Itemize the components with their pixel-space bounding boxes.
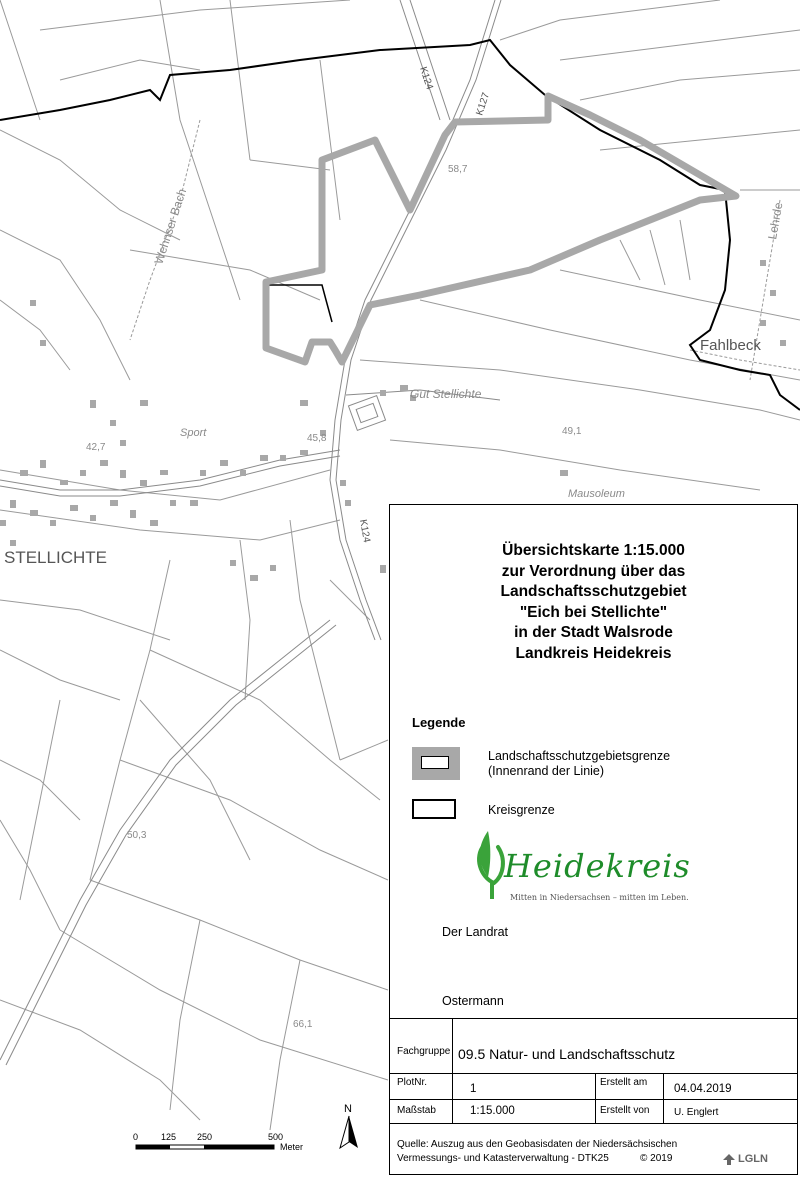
place-label-mausoleum: Mausoleum [568, 488, 625, 500]
elevation-66-1: 66,1 [293, 1019, 313, 1030]
lgln-label: LGLN [738, 1153, 768, 1165]
kreisgrenze-symbol [412, 799, 456, 819]
water-label-lehrde: Lehrde [765, 201, 786, 241]
map-title [390, 541, 797, 664]
scale-tick-250: 250 [197, 1132, 213, 1142]
logo-wordmark: Heidekreis [504, 847, 691, 885]
title-line-6: Landkreis Heidekreis [515, 644, 672, 662]
massstab-label: Maßstab [397, 1105, 436, 1116]
place-label-gut-stellichte: Gut Stellichte [410, 387, 482, 401]
elevation-50-3: 50,3 [127, 830, 147, 841]
place-label-fahlbeck: Fahlbeck [700, 337, 761, 354]
elevation-45-8: 45,8 [307, 433, 327, 444]
fachgruppe-label: Fachgruppe [397, 1046, 451, 1057]
lsg-symbol [412, 747, 460, 780]
scale-tick-0: 0 [133, 1132, 139, 1142]
elevation-42-7: 42,7 [86, 442, 106, 453]
erstellt-am-label: Erstellt am [600, 1077, 648, 1088]
heidekreis-logo [470, 827, 690, 907]
north-arrow-label: N [344, 1103, 352, 1115]
erstellt-von-value: U. Englert [674, 1107, 719, 1118]
erstellt-von-label: Erstellt von [600, 1105, 650, 1116]
title-line-5: in der Stadt Walsrode [514, 624, 673, 641]
info-table [390, 1018, 797, 1175]
elevation-58-7: 58,7 [448, 164, 468, 175]
road-label-k124-north: K124 [417, 65, 435, 92]
landrat-label: Der Landrat [442, 925, 509, 939]
scale-bar [133, 1132, 303, 1152]
legend-lsg-note: (Innenrand der Linie) [488, 764, 605, 778]
title-line-2: zur Verordnung über das [501, 562, 686, 580]
place-label-stellichte: STELLICHTE [4, 548, 107, 567]
scale-unit: Meter [280, 1142, 304, 1152]
signer-name: Ostermann [442, 994, 504, 1008]
title-line-4: "Eich bei Stellichte" [519, 603, 668, 621]
north-arrow [340, 1103, 358, 1148]
quelle-line-2: Vermessungs- und Katasterverwaltung - DTK25 [397, 1153, 609, 1164]
copyright: © 2019 [640, 1153, 673, 1164]
gut-stellichte-enclosure [348, 396, 385, 431]
road-label-k124-south: K124 [357, 518, 372, 544]
water-label-wehnser-bach: Wehnser Bach [151, 186, 190, 266]
north-arrow-icon [340, 1116, 349, 1148]
scale-tick-125: 125 [161, 1132, 177, 1142]
plotnr-value: 1 [470, 1083, 477, 1095]
erstellt-am-value: 04.04.2019 [674, 1083, 732, 1095]
title-line-3: Landschaftsschutzgebiet [500, 583, 687, 600]
title-line-1: Übersichtskarte 1:15.000 [502, 542, 685, 559]
kreisgrenze-line [0, 40, 800, 410]
elevation-49-1: 49,1 [562, 426, 582, 437]
massstab-value: 1:15.000 [470, 1105, 515, 1117]
scale-tick-500: 500 [268, 1132, 284, 1142]
lgln-logo-icon [722, 1152, 736, 1166]
road-label-k127: K127 [474, 91, 493, 117]
lsg-boundary [266, 96, 736, 362]
legend-kreisgrenze-label: Kreisgrenze [488, 803, 555, 817]
place-label-sport: Sport [180, 427, 207, 439]
plotnr-label: PlotNr. [397, 1077, 428, 1088]
legend-lsg-label: Landschaftsschutzgebietsgrenze [488, 749, 671, 763]
logo-slogan: Mitten in Niedersachsen – mitten im Leben. [510, 893, 689, 902]
legend-heading: Legende [412, 715, 466, 730]
quelle-line-1: Quelle: Auszug aus den Geobasisdaten der Niedersächsischen [397, 1139, 678, 1150]
fachgruppe-value: 09.5 Natur- und Landschaftsschutz [458, 1046, 676, 1062]
title-panel [389, 504, 798, 1175]
